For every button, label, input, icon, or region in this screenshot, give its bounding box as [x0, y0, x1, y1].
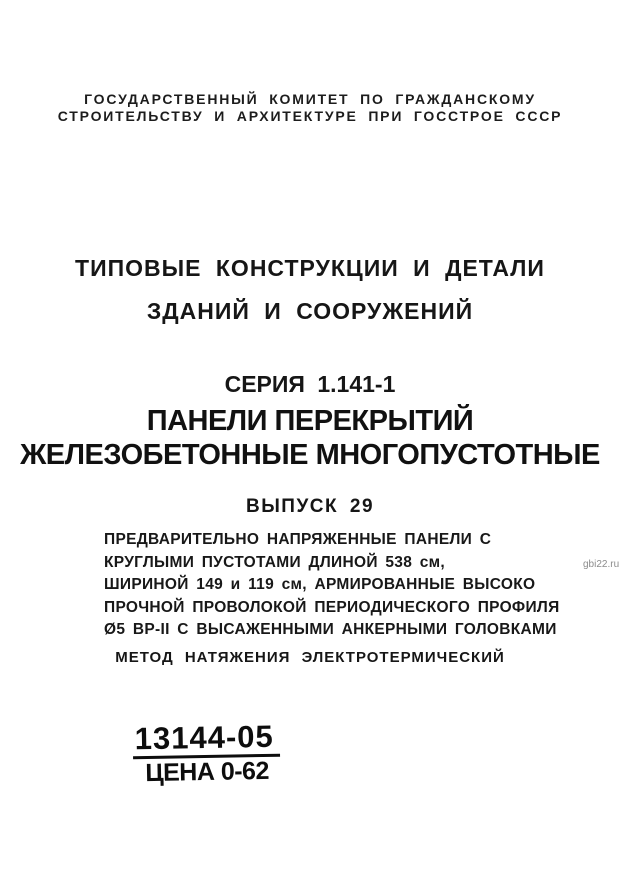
method-label: МЕТОД НАТЯЖЕНИЯ ЭЛЕКТРОТЕРМИЧЕСКИЙ	[115, 649, 505, 666]
series-label: СЕРИЯ 1.141-1	[224, 371, 396, 397]
org-header-line-1: ГОСУДАРСТВЕННЫЙ КОМИТЕТ ПО ГРАЖДАНСКОМУ	[84, 91, 536, 107]
watermark-text: gbi22.ru	[583, 559, 620, 570]
main-title-line-1: ПАНЕЛИ ПЕРЕКРЫТИЙ	[146, 405, 474, 437]
description-line: КРУГЛЫМИ ПУСТОТАМИ ДЛИНОЙ 538 см,	[104, 553, 446, 571]
stamp-number: 13144-05	[132, 721, 280, 760]
org-header-line-2: СТРОИТЕЛЬСТВУ И АРХИТЕКТУРЕ ПРИ ГОССТРОЕ СССР	[57, 108, 563, 124]
description-line: ПРЕДВАРИТЕЛЬНО НАПРЯЖЕННЫЕ ПАНЕЛИ С	[104, 531, 492, 548]
handwritten-stamp	[132, 718, 280, 788]
description-line: ШИРИНОЙ 149 и 119 см, АРМИРОВАННЫЕ ВЫСОКО	[104, 576, 536, 593]
catalog-title-line-1: ТИПОВЫЕ КОНСТРУКЦИИ И ДЕТАЛИ	[75, 255, 545, 281]
stamp-price-label: ЦЕНА 0-62	[145, 756, 270, 788]
description-line: ПРОЧНОЙ ПРОВОЛОКОЙ ПЕРИОДИЧЕСКОГО ПРОФИЛЯ	[104, 598, 560, 616]
description-line: Ø5 ВР-II С ВЫСАЖЕННЫМИ АНКЕРНЫМИ ГОЛОВКАМИ	[104, 621, 557, 638]
catalog-title-line-2: ЗДАНИЙ И СООРУЖЕНИЙ	[146, 298, 474, 324]
issue-label: ВЫПУСК 29	[245, 496, 375, 517]
main-title-line-2: ЖЕЛЕЗОБЕТОННЫЕ МНОГОПУСТОТНЫЕ	[20, 439, 600, 471]
description-block	[104, 529, 560, 642]
